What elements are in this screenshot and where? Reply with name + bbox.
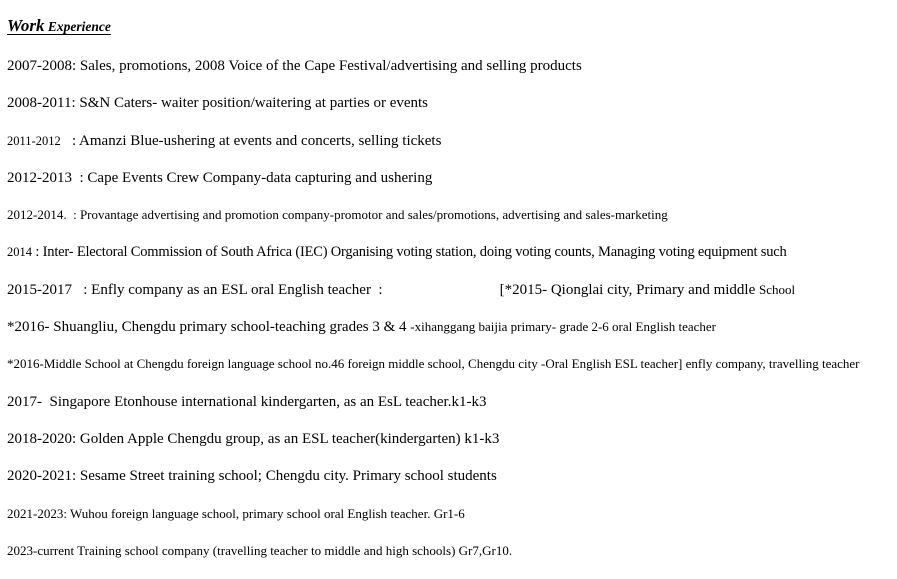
experience-entry-2021-2023 bbox=[7, 505, 895, 542]
experience-entry-2012-2013 bbox=[7, 169, 895, 206]
entry-text: *2016-Middle School at Chengdu foreign language school no.46 foreign middle school, Chengdu city -Oral English ESL teacher] enfly company, travelling teacher bbox=[7, 356, 860, 372]
experience-entry-2015-2017 bbox=[7, 281, 895, 318]
experience-entry-2007-2008 bbox=[7, 57, 895, 94]
experience-entry-2014 bbox=[7, 243, 895, 280]
entry-date: 2011-2012 bbox=[7, 133, 61, 148]
entry-text: 2021-2023: Wuhou foreign language school, primary school oral English teacher. Gr1-6 bbox=[7, 505, 465, 521]
experience-entry-2016-shuangliu bbox=[7, 318, 895, 355]
entry-date: 2014 bbox=[7, 245, 32, 260]
entry-text: : Amanzi Blue-ushering at events and concerts, selling tickets bbox=[60, 132, 442, 149]
entry-text: 2012-2013 : Cape Events Crew Company-data capturing and ushering bbox=[7, 169, 433, 186]
experience-entry-2012-2014 bbox=[7, 206, 895, 243]
entry-text: 2018-2020: Golden Apple Chengdu group, as an ESL teacher(kindergarten) k1-k3 bbox=[7, 430, 500, 447]
entry-text-small: -xihanggang baijia primary- grade 2-6 oral English teacher bbox=[410, 319, 717, 335]
entry-text: 2020-2021: Sesame Street training school; Chengdu city. Primary school students bbox=[7, 468, 497, 485]
entry-text: 2015-2017 : Enfly company as an ESL oral English teacher : bbox=[7, 281, 383, 298]
entry-text: 2007-2008: Sales, promotions, 2008 Voice of the Cape Festival/advertising and selling products bbox=[7, 58, 582, 74]
section-heading-work-experience bbox=[7, 16, 895, 36]
experience-entry-2017 bbox=[7, 393, 895, 430]
experience-entry-2008-2011 bbox=[7, 94, 895, 131]
experience-entry-2016-middle-school bbox=[7, 355, 895, 392]
experience-entry-2011-2012 bbox=[7, 132, 895, 169]
experience-entry-2018-2020 bbox=[7, 430, 895, 467]
entry-text: 2017- Singapore Etonhouse international kindergarten, as an EsL teacher.k1-k3 bbox=[7, 393, 487, 410]
entry-text-note-small: School bbox=[759, 281, 796, 297]
heading-word-work: Work bbox=[7, 16, 45, 35]
experience-entry-2020-2021 bbox=[7, 467, 895, 504]
entry-text: *2016- Shuangliu, Chengdu primary school-teaching grades 3 & 4 bbox=[7, 319, 411, 336]
entry-text: 2023-current Training school company (travelling teacher to middle and high schools) Gr7,Gr10. bbox=[7, 542, 513, 558]
entry-text: 2008-2011: S&N Caters- waiter position/waitering at parties or events bbox=[7, 95, 429, 112]
entry-text: : Inter- Electoral Commission of South Africa (IEC) Organising voting station, doing voting counts, Managing voting equipment such bbox=[32, 244, 787, 261]
experience-entry-2023-current bbox=[7, 542, 895, 579]
heading-word-experience: Experience bbox=[44, 19, 111, 34]
entry-text: 2012-2014. : Provantage advertising and promotion company-promotor and sales/promotions, advertising and sales-marketing bbox=[7, 207, 668, 223]
entry-text-note: [*2015- Qionglai city, Primary and middle bbox=[499, 281, 760, 298]
